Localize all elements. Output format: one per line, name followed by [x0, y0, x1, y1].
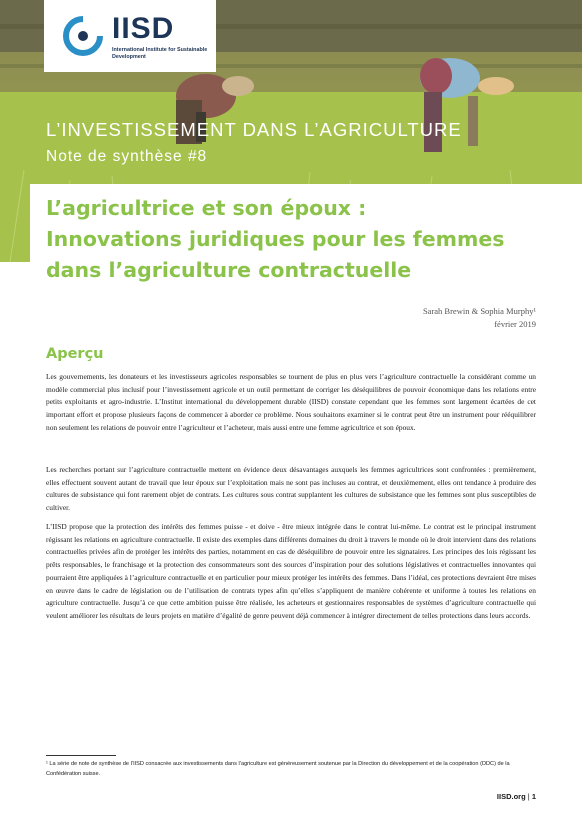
logo-wordmark: IISD: [112, 12, 175, 45]
logo-subtitle: International Institute for Sustainable Development: [112, 47, 208, 60]
footnote-divider: [46, 755, 116, 756]
footer-separator: |: [527, 792, 530, 801]
paragraph-3: L’IISD propose que la protection des intérêts des femmes puisse - et doive - être mieux intégrée dans le contrat lui-même. Le contrat est le principal instrument régissant les relations en agriculture contractuelle. Il existe des exemples dans différents domaines du droit à travers le monde où le droit intervient dans des relations contractuelles privées afin de protéger les intérêts des parties, notamment en cas de déséquilibre de pouvoir entre les signataires. Les principes des lois régissant les prêts responsables, le franchisage et la protection des consommateurs sont des sources d’inspiration pour des solutions législatives et contractuelles innovantes qui pourraient être appliquées à l’agriculture contractuelle et en particulier pour mieux protéger les intérêts des femmes. Dans l’idéal, ces protections devraient être mises en œuvre dans le cadre de législation ou de l’utilisation de contrats types afin qu’elles s’appliquent de manière cohérente et uniforme à toutes les relations en agriculture contractuelle. Jusqu’à ce que cette ambition puisse être réalisée, les acheteurs et gestionnaires responsables de systèmes d’agriculture contractuelle qui veulent améliorer les résultats de leurs projets en matière d’égalité de genre peuvent déjà commencer à intégrer directement de telles protections dans leurs accords.: [46, 522, 536, 620]
paragraph-2: Les recherches portant sur l’agriculture contractuelle mettent en évidence deux désavantages auxquels les femmes agricultrices sont confrontées : premièrement, elles effectuent souvent autant de travail que leur époux sur l’exploitation mais ne sont pas incluses au contrat, et deuxièmement, elles ont tendance à produire des cultures de subsistance qui font rarement objet de contrats. Les cultures sous contrat supplantent les cultures de subsistance que les femmes sont plus susceptibles de cultiver.: [46, 465, 536, 513]
footnote: ¹ La série de note de synthèse de l’IISD consacrée aux investissements dans l’agriculture est généreusement soutenue par la Direction du développement et de la coopération (DDC) de la Confédération suisse.: [46, 761, 510, 777]
publication-date: février 2019: [494, 319, 536, 329]
iisd-logo: [44, 0, 216, 72]
footer-site-link[interactable]: IISD.org: [496, 792, 526, 801]
page-footer: [497, 792, 536, 801]
title-line-3: dans l’agriculture contractuelle: [46, 258, 412, 282]
iisd-logo-icon: [62, 15, 104, 57]
section-heading-apercu: Aperçu: [46, 346, 104, 362]
series-subtitle: Note de synthèse #8: [46, 148, 208, 165]
page-number: 1: [531, 792, 536, 801]
paragraph-1: Les gouvernements, les donateurs et les investisseurs agricoles responsables se tournent de plus en plus vers l’agriculture contractuelle la considérant comme un modèle commercial plus inclusif pour l’investissement agricole et un outil permettant de corriger les déséquilibres de pouvoir économique dans les relations entre petits exploitants et agro-industrie. L’Institut international du développement durable (IISD) constate cependant que les femmes sont largement écartées de cet important effort et propose plusieurs façons de commencer à aborder ce problème. Nous souhaitons examiner si le contrat peut être un instrument pour rééquilibrer non seulement les relations de pouvoir entre l’agriculteur et l’acheteur, mais aussi entre une femme agricultrice et son époux.: [46, 372, 536, 432]
authors: Sarah Brewin & Sophia Murphy¹: [422, 306, 536, 316]
series-title: L’INVESTISSEMENT DANS L’AGRICULTURE: [46, 119, 462, 140]
title-line-2: Innovations juridiques pour les femmes: [46, 227, 505, 251]
title-line-1: L’agricultrice et son époux :: [46, 196, 367, 220]
